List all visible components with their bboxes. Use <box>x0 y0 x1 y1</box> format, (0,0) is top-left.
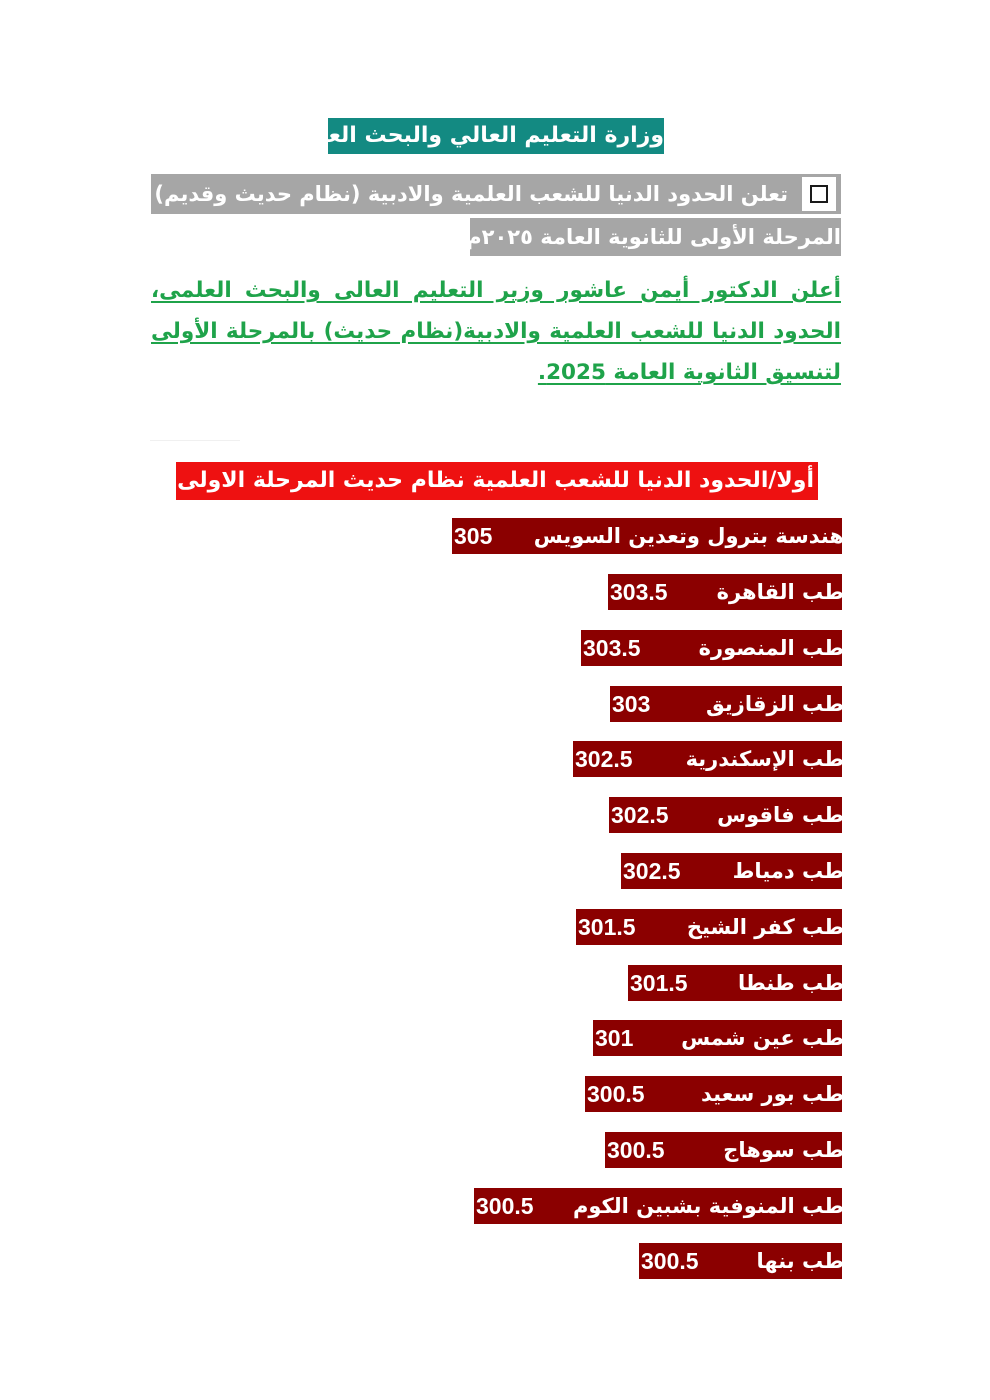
faculty-name: طب الإسكندرية <box>685 747 844 771</box>
min-score: 300.5 <box>587 1080 645 1107</box>
faculty-name: طب سوهاج <box>723 1138 844 1162</box>
faculty-name: طب طنطا <box>737 971 844 995</box>
score-row <box>452 518 842 554</box>
score-row <box>609 797 842 833</box>
faculty-name: طب دمياط <box>732 859 844 883</box>
min-score: 300.5 <box>476 1192 534 1219</box>
score-row <box>576 909 842 945</box>
score-row <box>573 741 842 777</box>
faculty-name: طب المنوفية بشبين الكوم <box>572 1194 844 1218</box>
faculty-name: طب الزقازيق <box>705 692 844 716</box>
headline-line-1-text: تعلن الحدود الدنيا للشعب العلمية والادبية (نظام حديث وقديم) <box>154 182 788 206</box>
min-score: 301 <box>595 1024 634 1051</box>
faculty-name: طب بنها <box>756 1249 844 1273</box>
score-row <box>621 853 842 889</box>
section-title-text: أولا/الحدود الدنيا للشعب العلمية نظام حديث المرحلة الاولى: <box>168 468 814 493</box>
score-row <box>593 1020 842 1056</box>
score-row <box>605 1132 842 1168</box>
min-score: 303.5 <box>583 634 641 661</box>
faculty-name: طب المنصورة <box>698 636 844 660</box>
headline-line-2: المرحلة الأولى للثانوية العامة ٢٠٢٥م <box>470 218 841 256</box>
score-row <box>628 965 842 1001</box>
min-score: 302.5 <box>623 857 681 884</box>
faculty-name: طب بور سعيد <box>701 1082 844 1106</box>
min-score: 303.5 <box>610 578 668 605</box>
faculty-name: طب كفر الشيخ <box>686 915 844 939</box>
faculty-name: طب القاهرة <box>716 580 844 604</box>
score-row <box>610 686 842 722</box>
score-row <box>639 1243 842 1279</box>
faculty-name: طب عين شمس <box>681 1026 844 1050</box>
min-score: 301.5 <box>630 969 688 996</box>
faculty-name: طب فاقوس <box>717 803 844 827</box>
min-score: 300.5 <box>607 1136 665 1163</box>
min-score: 305 <box>454 522 493 549</box>
min-score: 300.5 <box>641 1247 699 1274</box>
score-row <box>608 574 842 610</box>
faculty-name: هندسة بترول وتعدين السويس <box>533 524 844 548</box>
score-row <box>474 1188 842 1224</box>
min-score: 303 <box>612 690 651 717</box>
min-score: 302.5 <box>575 745 633 772</box>
announcement-text: أعلن الدكتور أيمن عاشور وزير التعليم العالى والبحث العلمى، الحدود الدنيا للشعب العلمية والادبية(نظام حديث) بالمرحلة الأولى لتنسيق الثانوية العامة 2025. <box>151 278 841 385</box>
score-row <box>585 1076 842 1112</box>
min-score: 301.5 <box>578 913 636 940</box>
min-score: 302.5 <box>611 801 669 828</box>
ministry-title: وزارة التعليم العالي والبحث العلمي <box>328 118 664 154</box>
score-row <box>581 630 842 666</box>
